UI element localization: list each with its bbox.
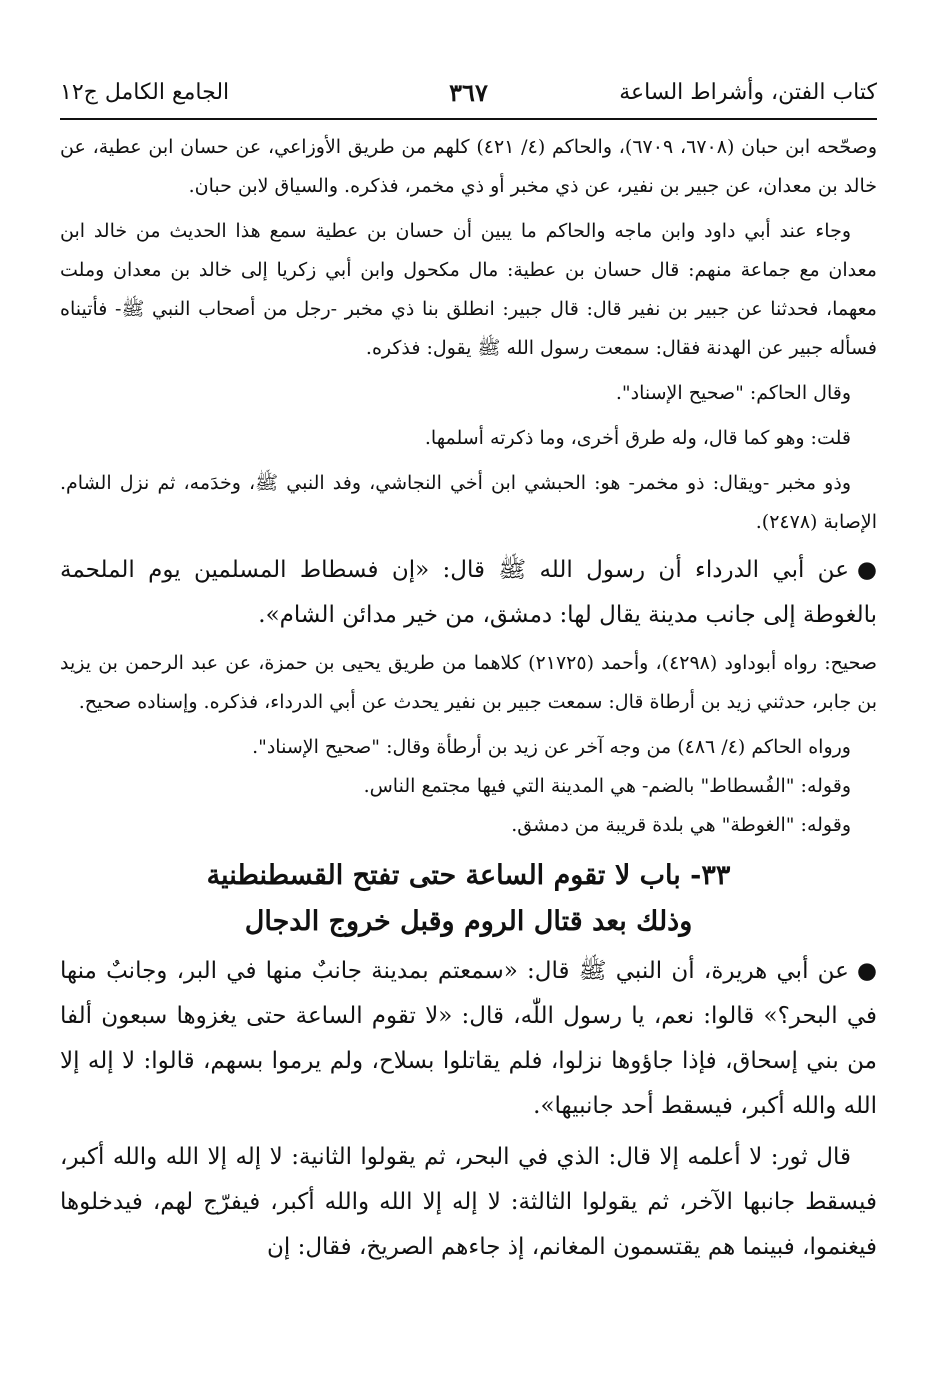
paragraph: ورواه الحاكم (٤/ ٤٨٦) من وجه آخر عن زيد بن أرطأة وقال: "صحيح الإسناد". bbox=[252, 736, 851, 758]
page-number: ٣٦٧ bbox=[449, 77, 488, 107]
header-rule bbox=[60, 118, 877, 120]
paragraph: وذو مخبر -ويقال: ذو مخمر- هو: الحبشي ابن أخي النجاشي، وفد النبي ﷺ، وخدَمه، ثم نزل الشام. الإصابة (٢٤٧٨). bbox=[60, 472, 877, 533]
paragraph: وجاء عند أبي داود وابن ماجه والحاكم ما يبين أن حسان بن عطية سمع هذا الحديث من خالد ابن معدان مع جماعة منهم: قال حسان بن عطية: مال مكحول وابن أبي زكريا إلى خالد بن معدان وملت معهما، فحدثنا عن جبير بن نفير قال: قال جبير: انطلق بنا ذي مخبر -رجل من أصحاب النبي ﷺ- فأتيناه فسأله جبير عن الهدنة فقال: سمعت رسول الله ﷺ يقول: فذكره. bbox=[60, 220, 877, 359]
hadith-text: عن أبي الدرداء أن رسول الله ﷺ قال: «إن فسطاط المسلمين يوم الملحمة بالغوطة إلى جانب مدينة يقال لها: دمشق، من خير مدائن الشام». bbox=[60, 557, 877, 628]
paragraph: صحيح: رواه أبوداود (٤٢٩٨)، وأحمد (٢١٧٢٥) كلاهما من طريق يحيى بن حمزة، عن عبد الرحمن بن يزيد بن جابر، حدثني زيد بن أرطاة قال: سمعت جبير بن نفير يحدث عن أبي الدرداء، فذكره. وإسناده صحيح. bbox=[60, 652, 877, 713]
paragraph: قلت: وهو كما قال، وله طرق أخرى، وما ذكرته أسلمها. bbox=[424, 427, 851, 449]
page-body bbox=[60, 128, 877, 1270]
paragraph: وقال الحاكم: "صحيح الإسناد". bbox=[615, 382, 851, 404]
paragraph: قال ثور: لا أعلمه إلا قال: الذي في البحر، ثم يقولوا الثانية: لا إله إلا الله والله أكبر، فيسقط جانبها الآخر، ثم يقولوا الثالثة: لا إله إلا الله والله أكبر، فيفرّج لهم، فيدخلوها فيغنموا، فبينما هم يقتسمون المغانم، إذ جاءهم الصريخ، فقال: إن bbox=[60, 1144, 877, 1260]
hadith-paragraph bbox=[60, 949, 877, 1129]
hadith-paragraph bbox=[60, 548, 877, 638]
header-chapter-title: كتاب الفتن، وأشراط الساعة bbox=[619, 79, 877, 105]
bullet-icon: ● bbox=[856, 958, 877, 984]
paragraph: وقوله: "الغوطة" هي بلدة قريبة من دمشق. bbox=[511, 814, 851, 836]
chapter-heading-line: وذلك بعد قتال الروم وقبل خروج الدجال bbox=[244, 906, 693, 937]
chapter-heading-line: ٣٣- باب لا تقوم الساعة حتى تفتح القسطنطنية bbox=[206, 860, 731, 891]
chapter-heading bbox=[60, 853, 877, 945]
bullet-icon: ● bbox=[856, 557, 877, 583]
hadith-text: عن أبي هريرة، أن النبي ﷺ قال: «سمعتم بمدينة جانبٌ منها في البر، وجانبٌ منها في البحر؟» قالوا: نعم، يا رسول اللّٰه، قال: «لا تقوم الساعة حتى يغزوها سبعون ألفا من بني إسحاق، فإذا جاؤوها نزلوا، فلم يقاتلوا بسلاح، ولم يرموا بسهم، قالوا: لا إله إلا الله والله أكبر، فيسقط أحد جانبيها». bbox=[60, 958, 877, 1119]
header-book-title: الجامع الكامل ج١٢ bbox=[60, 79, 230, 105]
paragraph: وصحّحه ابن حبان (٦٧٠٨، ٦٧٠٩)، والحاكم (٤/ ٤٢١) كلهم من طريق الأوزاعي، عن حسان ابن عطية، عن خالد بن معدان، عن جبير بن نفير، عن ذي مخبر أو ذي مخمر، فذكره. والسياق لابن حبان. bbox=[60, 136, 878, 197]
paragraph: وقوله: "الفُسطاط" بالضم- هي المدينة التي فيها مجتمع الناس. bbox=[363, 775, 851, 797]
running-header bbox=[60, 72, 877, 112]
